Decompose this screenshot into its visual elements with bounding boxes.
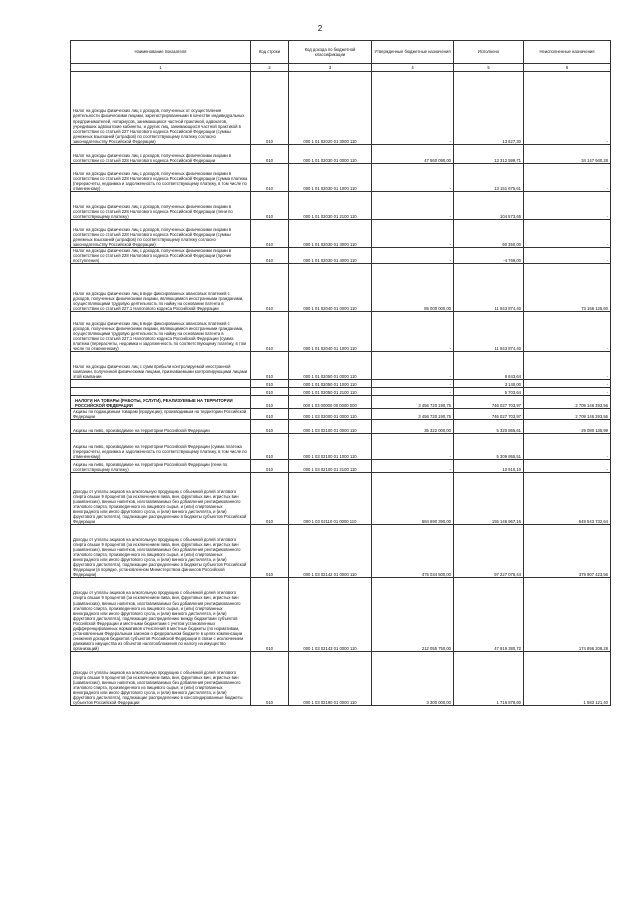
table-row — [71, 220, 611, 248]
row-name: НАЛОГИ НА ТОВАРЫ (РАБОТЫ, УСЛУГИ), РЕАЛИЗУЕМЫЕ НА ТЕРРИТОРИИ РОССИЙСКОЙ ФЕДЕРАЦИИ — [71, 396, 251, 409]
header-row — [71, 41, 611, 64]
row-approved: - — [372, 248, 454, 264]
row-name: Налог на доходы физических лиц с доходов, полученных физическими лицами в соответствии со статьей 228 Налогового кодекса Российской Федерации (суммы денежных взысканий (штрафов) по соответствующему платежу согласно законодательству Российской Федерации) — [71, 220, 251, 248]
table-row — [71, 396, 611, 409]
row-unexecuted: - — [524, 380, 611, 388]
row-unexecuted: 174 896 208,28 — [524, 578, 611, 652]
row-code: 010 — [251, 434, 289, 460]
row-executed: -4 769,00 — [454, 248, 524, 264]
col-name-header: Наименование показателя — [71, 41, 251, 64]
row-approved: - — [372, 192, 454, 220]
row-name: Акцизы по подакцизным товарам (продукции), производимым на территории Российской Федерации — [71, 409, 251, 420]
row-approved: 35 322 000,00 — [372, 420, 454, 434]
row-budget-code: 000 1 03 02100 01 0000 110 — [289, 420, 372, 434]
row-unexecuted: 73 156 125,60 — [524, 264, 611, 312]
row-approved: 475 034 500,00 — [372, 525, 454, 578]
row-name: Доходы от уплаты акцизов на алкогольную продукцию с объемной долей этилового спирта свыше 9 процентов (за исключением пива, вин, фруктовых вин, игристых вин (шампанских), винных напитков, изготавливаемых без добавления ректификованного этилового спирта, произведенного из пищевого сырья, и (или) спиртованных виноградного или иного фруктового сусла, и (или) винного дистиллята, и (или) фруктового дистиллята), подлежащие распределению в бюджеты субъектов Российской Федерации (в порядке, установленном Министерством финансов Российской Федерации) — [71, 525, 251, 578]
row-budget-code: 000 1 01 02040 01 0000 110 — [289, 264, 372, 312]
row-name: Доходы от уплаты акцизов на алкогольную продукцию с объемной долей этилового спирта свыше 9 процентов (за исключением пива, вин, фруктовых вин, игристых вин (шампанских), винных напитков, изготавливаемых без добавления ректификованного этилового спирта, произведенного из пищевого сырья, и (или) спиртованных виноградного или иного фруктового сусла, и (или) винного дистиллята, и (или) фруктового дистиллята), подлежащие распределению между бюджетами субъектов Российской Федерации и местными бюджетами с учетом установленных дифференцированных нормативов отчислений в местные бюджеты (по нормативам, установленным Федеральным законом о федеральном бюджете в целях компенсации снижения доходов бюджетов субъектов Российской Федерации в связи с исключением движимого имущества из объектов налогообложения по налогу на имущество организаций) — [71, 578, 251, 652]
row-code: 010 — [251, 380, 289, 388]
row-code: 010 — [251, 352, 289, 380]
row-budget-code: 000 1 01 02050 01 0000 110 — [289, 352, 372, 380]
row-executed: 10 910,10 — [454, 460, 524, 473]
row-approved: - — [372, 220, 454, 248]
table-row — [71, 652, 611, 706]
row-name: Акцизы на пиво, производимое на территории Российской Федерации — [71, 420, 251, 434]
row-name — [71, 388, 251, 396]
row-executed: 5 703,64 — [454, 388, 524, 396]
row-budget-code: 000 1 01 02030 01 3000 110 — [289, 220, 372, 248]
row-name: Налог на доходы физических лиц с доходов, полученных физическими лицами в соответствии со статьей 228 Налогового кодекса Российской Федерации (пени по соответствующему платежу) — [71, 192, 251, 220]
col-unexecuted-header: Неисполненные назначения — [524, 41, 611, 64]
row-code: 010 — [251, 248, 289, 264]
row-approved: - — [372, 388, 454, 396]
table-row — [71, 460, 611, 473]
row-executed: 13 312 599,71 — [454, 145, 524, 164]
row-name: Налог на доходы физических лиц с сумм прибыли контролируемой иностранной компании, полученной физическими лицами, признаваемыми контролирующими лицами этой компании — [71, 352, 251, 380]
col-number: 4 — [372, 64, 454, 72]
row-code: 010 — [251, 652, 289, 706]
row-executed: 8 843,64 — [454, 352, 524, 380]
row-unexecuted: 549 543 732,64 — [524, 473, 611, 525]
row-unexecuted: 34 147 940,28 — [524, 145, 611, 164]
row-executed: 1 716 878,60 — [454, 652, 524, 706]
row-budget-code: 000 1 01 02030 01 0000 110 — [289, 145, 372, 164]
row-name: Налог на доходы физических лиц в виде фиксированных авансовых платежей с доходов, полученных физическими лицами, являющимися иностранными гражданами, осуществляющими трудовую деятельность по найму на основании патента в соответствии со статьей 227.1 Налогового кодекса Российской Федерации — [71, 264, 251, 312]
row-unexecuted: 2 709 146 393,56 — [524, 396, 611, 409]
row-approved: - — [372, 460, 454, 473]
row-budget-code: 000 1 03 02110 01 0000 110 — [289, 473, 372, 525]
table-row — [71, 352, 611, 380]
row-budget-code: 000 1 01 02030 01 1000 110 — [289, 164, 372, 192]
row-unexecuted: 379 907 423,56 — [524, 525, 611, 578]
row-name: Налог на доходы физических лиц с доходов, полученных физическими лицами в соответствии со статьей 228 Налогового кодекса Российской Федерации (сумма платежа (перерасчеты, недоимка и задолженность по соответствующему платежу, в том числе по отмененному) — [71, 164, 251, 192]
row-code: 010 — [251, 164, 289, 192]
row-name: Налог на доходы физических лиц с доходов, полученных физическими лицами в соответствии со статьей 228 Налогового кодекса Российской Федерации (прочие поступления) — [71, 248, 251, 264]
col-bcode-header: Код дохода по бюджетной классификации — [289, 41, 372, 64]
table-row — [71, 473, 611, 525]
row-budget-code: 000 1 03 02143 01 0000 110 — [289, 578, 372, 652]
row-executed: 13 627,30 — [454, 72, 524, 145]
col-number: 5 — [454, 64, 524, 72]
row-unexecuted: 1 583 121,40 — [524, 652, 611, 706]
row-name: Налог на доходы физических лиц в виде фиксированных авансовых платежей с доходов, полученных физическими лицами, являющимися иностранными гражданами, осуществляющими трудовую деятельность по найму на основании патента в соответствии со статьей 227.1 Налогового кодекса Российской Федерации (сумма платежа (перерасчеты, недоимка и задолженность по соответствующему платежу, в том числе по отмененному) — [71, 312, 251, 352]
row-unexecuted: - — [524, 460, 611, 473]
row-unexecuted: - — [524, 192, 611, 220]
row-budget-code: 000 1 01 02030 01 2100 110 — [289, 192, 372, 220]
row-budget-code: 000 1 03 02100 01 1000 110 — [289, 434, 372, 460]
row-name: Налог на доходы физических лиц с доходов, полученных от осуществления деятельности физическими лицами, зарегистрированными в качестве индивидуальных предпринимателей, нотариусов, занимающихся частной практикой, адвокатов, учредивших адвокатские кабинеты, и других лиц, занимающихся частной практикой в соответствии со статьей 227 Налогового кодекса Российской Федерации (суммы денежных взысканий (штрафов) по соответствующему платежу согласно законодательству Российской Федерации) — [71, 72, 251, 145]
table-row — [71, 578, 611, 652]
row-approved: 3 300 000,00 — [372, 652, 454, 706]
row-budget-code: 000 1 03 02000 01 0000 110 — [289, 409, 372, 420]
row-budget-code: 000 1 03 02142 01 0000 110 — [289, 525, 372, 578]
row-approved: - — [372, 434, 454, 460]
row-code: 010 — [251, 409, 289, 420]
row-budget-code: 000 1 01 02040 01 1000 110 — [289, 312, 372, 352]
table-row — [71, 72, 611, 145]
table-row — [71, 525, 611, 578]
row-budget-code: 000 1 01 02050 01 1000 110 — [289, 380, 372, 388]
row-code: 010 — [251, 264, 289, 312]
page-number: 2 — [317, 24, 323, 33]
table-row — [71, 420, 611, 434]
row-budget-code: 000 1 03 00000 00 0000 000 — [289, 396, 372, 409]
row-executed: 746 027 703,97 — [454, 396, 524, 409]
row-unexecuted: - — [524, 312, 611, 352]
row-executed: 746 027 703,97 — [454, 409, 524, 420]
table-row — [71, 264, 611, 312]
row-executed: 47 919 380,72 — [454, 578, 524, 652]
row-executed: 155 146 967,16 — [454, 473, 524, 525]
row-name — [71, 380, 251, 388]
row-unexecuted: - — [524, 434, 611, 460]
row-unexecuted: - — [524, 388, 611, 396]
row-approved: 212 055 750,00 — [372, 578, 454, 652]
col-number: 1 — [71, 64, 251, 72]
row-executed: 60 350,00 — [454, 220, 524, 248]
row-code: 010 — [251, 460, 289, 473]
row-approved: 684 690 390,00 — [372, 473, 454, 525]
row-code: 010 — [251, 473, 289, 525]
col-executed-header: Исполнено — [454, 41, 524, 64]
table-row — [71, 192, 611, 220]
col-approved-header: Утвержденные бюджетные назначения — [372, 41, 454, 64]
row-code: 010 — [251, 578, 289, 652]
row-approved: 85 000 000,00 — [372, 264, 454, 312]
table-row — [71, 388, 611, 396]
row-code: 010 — [251, 525, 289, 578]
row-code: 010 — [251, 192, 289, 220]
row-approved: - — [372, 312, 454, 352]
row-executed: 11 843 874,40 — [454, 264, 524, 312]
row-executed: 3 140,00 — [454, 380, 524, 388]
row-unexecuted: - — [524, 220, 611, 248]
row-approved: - — [372, 72, 454, 145]
report-table — [70, 40, 611, 706]
row-executed: 13 151 675,61 — [454, 164, 524, 192]
row-unexecuted: - — [524, 72, 611, 145]
row-approved: - — [372, 380, 454, 388]
col-code-header: Код строки — [251, 41, 289, 64]
row-name: Акцизы на пиво, производимое на территории Российской Федерации (пени по соответствующему платежу) — [71, 460, 251, 473]
row-name: Доходы от уплаты акцизов на алкогольную продукцию с объемной долей этилового спирта свыше 9 процентов (за исключением пива, вин, фруктовых вин, игристых вин (шампанских), винных напитков, изготавливаемых без добавления ректификованного этилового спирта, произведенного из пищевого сырья, и (или) спиртованных виноградного или иного фруктового сусла, и (или) винного дистиллята, и (или) фруктового дистиллята), подлежащие распределению в консолидированные бюджеты субъектов Российской Федерации — [71, 652, 251, 706]
row-code: 010 — [251, 220, 289, 248]
table-row — [71, 145, 611, 164]
col-number: 3 — [289, 64, 372, 72]
col-number: 6 — [524, 64, 611, 72]
row-executed: 5 320 865,61 — [454, 420, 524, 434]
row-name: Налог на доходы физических лиц с доходов, полученных физическими лицами в соответствии со статьей 228 Налогового кодекса Российской Федерации — [71, 145, 251, 164]
row-code: 010 — [251, 72, 289, 145]
table-row — [71, 409, 611, 420]
row-budget-code: 000 1 01 02030 01 4000 110 — [289, 248, 372, 264]
row-approved: 3 456 720 190,75 — [372, 396, 454, 409]
row-budget-code: 000 1 03 02100 01 2100 110 — [289, 460, 372, 473]
row-unexecuted: - — [524, 248, 611, 264]
row-unexecuted: - — [524, 164, 611, 192]
table-row — [71, 434, 611, 460]
row-unexecuted: 2 709 146 393,56 — [524, 409, 611, 420]
row-approved: 3 456 720 190,75 — [372, 409, 454, 420]
row-code: 010 — [251, 312, 289, 352]
table-row — [71, 248, 611, 264]
col-number: 2 — [251, 64, 289, 72]
column-number-row — [71, 64, 611, 72]
row-executed: 104 573,65 — [454, 192, 524, 220]
row-approved: 47 560 090,00 — [372, 145, 454, 164]
row-budget-code: 000 1 01 02020 01 3000 110 — [289, 72, 372, 145]
row-executed: 11 843 874,40 — [454, 312, 524, 352]
row-approved: - — [372, 164, 454, 192]
table-row — [71, 312, 611, 352]
row-code: 010 — [251, 388, 289, 396]
table-row — [71, 164, 611, 192]
row-budget-code: 000 1 01 02050 01 2100 110 — [289, 388, 372, 396]
row-approved: - — [372, 352, 454, 380]
row-name: Доходы от уплаты акцизов на алкогольную продукцию с объемной долей этилового спирта свыше 9 процентов (за исключением пива, вин, фруктовых вин, игристых вин (шампанских), винных напитков, изготавливаемых без добавления ректификованного этилового спирта, произведенного из пищевого сырья, и (или) спиртованных виноградного или иного фруктового сусла, и (или) винного дистиллята, и (или) фруктового дистиллята), подлежащие распределению в бюджеты субъектов Российской Федерации — [71, 473, 251, 525]
report-body — [71, 72, 611, 706]
row-code: 010 — [251, 420, 289, 434]
row-budget-code: 000 1 03 02190 01 0000 110 — [289, 652, 372, 706]
table-row — [71, 380, 611, 388]
row-code: 010 — [251, 145, 289, 164]
row-unexecuted: 29 080 135,99 — [524, 420, 611, 434]
row-executed: 5 309 955,51 — [454, 434, 524, 460]
row-unexecuted: - — [524, 352, 611, 380]
row-executed: 97 227 076,44 — [454, 525, 524, 578]
row-code: 010 — [251, 396, 289, 409]
row-name: Акцизы на пиво, производимое на территории Российской Федерации (сумма платежа (перерасчеты, недоимка и задолженность по соответствующему платежу, в том числе по отмененному) — [71, 434, 251, 460]
